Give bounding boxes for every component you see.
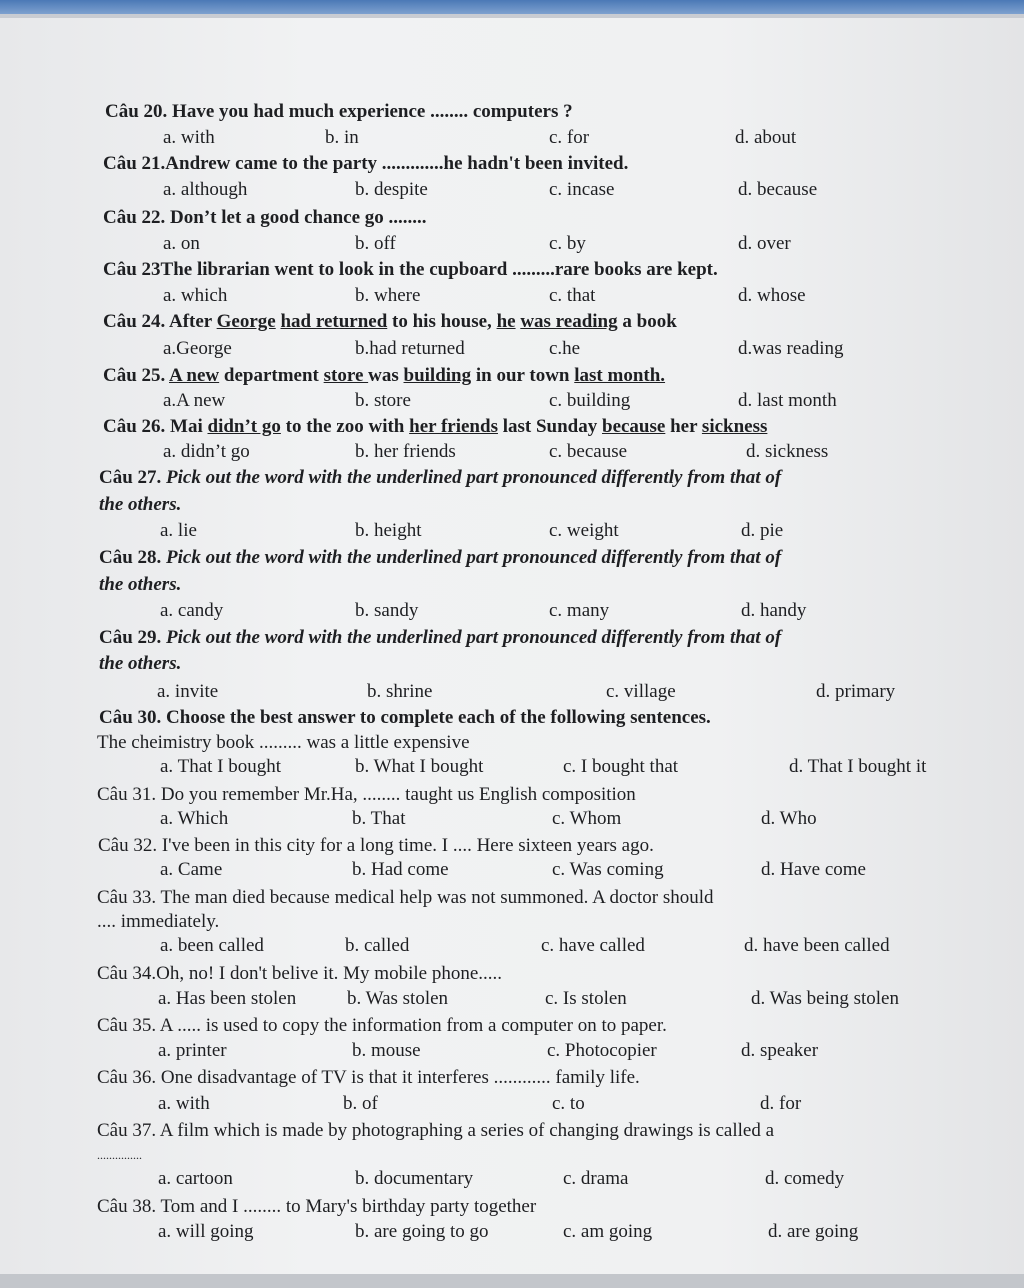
bottom-bar <box>0 1274 1024 1288</box>
question-20: Câu 20. Have you had much experience ........ computers ? <box>105 101 573 122</box>
q29-option-b[interactable]: b. shrine <box>367 681 433 702</box>
q28-option-a[interactable]: a. candy <box>160 600 224 621</box>
q21-option-b[interactable]: b. despite <box>355 179 428 200</box>
q38-option-b[interactable]: b. are going to go <box>355 1221 489 1242</box>
q33-option-a[interactable]: a. been called <box>160 935 264 956</box>
q23-option-c[interactable]: c. that <box>549 285 596 306</box>
question-31: Câu 31. Do you remember Mr.Ha, ........ taught us English composition <box>97 784 636 805</box>
q29-option-a[interactable]: a. invite <box>157 681 219 702</box>
question-32: Câu 32. I've been in this city for a long time. I .... Here sixteen years ago. <box>98 835 654 856</box>
q35-option-b[interactable]: b. mouse <box>352 1040 421 1061</box>
question-22: Câu 22. Don’t let a good chance go ........ <box>103 207 427 228</box>
q31-option-d[interactable]: d. Who <box>761 808 817 829</box>
q32-option-b[interactable]: b. Had come <box>352 859 449 880</box>
top-bar <box>0 0 1024 14</box>
q24-option-d[interactable]: d.was reading <box>738 338 844 359</box>
q31-option-b[interactable]: b. That <box>352 808 406 829</box>
q25-option-b[interactable]: b. store <box>355 390 411 411</box>
question-29-cont: the others. <box>99 653 182 674</box>
question-36: Câu 36. One disadvantage of TV is that it interferes ............ family life. <box>97 1067 640 1088</box>
q20-option-a[interactable]: a. with <box>163 127 215 148</box>
question-30-stem: The cheimistry book ......... was a little expensive <box>97 732 470 753</box>
q30-option-a[interactable]: a. That I bought <box>160 756 282 777</box>
q21-option-d[interactable]: d. because <box>738 179 818 200</box>
question-28-cont: the others. <box>99 574 182 595</box>
q36-option-b[interactable]: b. of <box>343 1093 378 1114</box>
q26-option-a[interactable]: a. didn’t go <box>163 441 250 462</box>
q33-option-c[interactable]: c. have called <box>541 935 645 956</box>
q38-option-d[interactable]: d. are going <box>768 1221 859 1242</box>
q33-option-b[interactable]: b. called <box>345 935 410 956</box>
question-35: Câu 35. A ..... is used to copy the information from a computer on to paper. <box>97 1015 667 1036</box>
q25-option-a[interactable]: a.A new <box>163 390 226 411</box>
q31-option-a[interactable]: a. Which <box>160 808 229 829</box>
question-29: Câu 29. Pick out the word with the underlined part pronounced differently from that of <box>99 627 782 648</box>
question-38: Câu 38. Tom and I ........ to Mary's birthday party together <box>97 1196 537 1217</box>
q28-option-c[interactable]: c. many <box>549 600 610 621</box>
q24-option-a[interactable]: a.George <box>163 338 232 359</box>
q34-option-d[interactable]: d. Was being stolen <box>751 988 899 1009</box>
q20-option-b[interactable]: b. in <box>325 127 359 148</box>
question-33-cont: .... immediately. <box>97 911 220 932</box>
q35-option-c[interactable]: c. Photocopier <box>547 1040 657 1061</box>
q34-option-b[interactable]: b. Was stolen <box>347 988 449 1009</box>
q29-option-d[interactable]: d. primary <box>816 681 896 702</box>
q37-option-b[interactable]: b. documentary <box>355 1168 474 1189</box>
q23-option-a[interactable]: a. which <box>163 285 228 306</box>
instruction-text: Pick out the word with the underlined part pronounced differently from that of <box>166 547 782 568</box>
q21-option-a[interactable]: a. although <box>163 179 248 200</box>
q24-option-b[interactable]: b.had returned <box>355 338 465 359</box>
q30-option-b[interactable]: b. What I bought <box>355 756 484 777</box>
q27-option-b[interactable]: b. height <box>355 520 422 541</box>
question-37-blank: ............... <box>97 1148 142 1162</box>
q26-option-b[interactable]: b. her friends <box>355 441 456 462</box>
q35-option-a[interactable]: a. printer <box>158 1040 227 1061</box>
question-24: Câu 24. After George had returned to his house, he was reading a book <box>103 311 677 332</box>
instruction-text: Pick out the word with the underlined part pronounced differently from that of <box>166 627 782 648</box>
q32-option-d[interactable]: d. Have come <box>761 859 866 880</box>
q24-option-c[interactable]: c.he <box>549 338 581 359</box>
q25-option-d[interactable]: d. last month <box>738 390 837 411</box>
q37-option-a[interactable]: a. cartoon <box>158 1168 233 1189</box>
question-25: Câu 25. A new department store was building in our town last month. <box>103 365 666 386</box>
q27-option-c[interactable]: c. weight <box>549 520 619 541</box>
q22-option-b[interactable]: b. off <box>355 233 396 254</box>
q25-option-c[interactable]: c. building <box>549 390 631 411</box>
question-21: Câu 21.Andrew came to the party .............he hadn't been invited. <box>103 153 629 174</box>
q26-option-d[interactable]: d. sickness <box>746 441 829 462</box>
q26-option-c[interactable]: c. because <box>549 441 628 462</box>
q22-option-a[interactable]: a. on <box>163 233 200 254</box>
q30-option-d[interactable]: d. That I bought it <box>789 756 927 777</box>
q35-option-d[interactable]: d. speaker <box>741 1040 819 1061</box>
question-28: Câu 28. Pick out the word with the underlined part pronounced differently from that of <box>99 547 782 568</box>
q38-option-c[interactable]: c. am going <box>563 1221 653 1242</box>
q28-option-d[interactable]: d. handy <box>741 600 807 621</box>
q36-option-d[interactable]: d. for <box>760 1093 802 1114</box>
q36-option-a[interactable]: a. with <box>158 1093 210 1114</box>
q34-option-c[interactable]: c. Is stolen <box>545 988 627 1009</box>
q27-option-d[interactable]: d. pie <box>741 520 784 541</box>
q34-option-a[interactable]: a. Has been stolen <box>158 988 297 1009</box>
q20-option-d[interactable]: d. about <box>735 127 797 148</box>
question-27-cont: the others. <box>99 494 182 515</box>
q33-option-d[interactable]: d. have been called <box>744 935 890 956</box>
q20-option-c[interactable]: c. for <box>549 127 590 148</box>
instruction-text: Pick out the word with the underlined part pronounced differently from that of <box>166 467 782 488</box>
q23-option-b[interactable]: b. where <box>355 285 421 306</box>
q32-option-a[interactable]: a. Came <box>160 859 223 880</box>
question-27: Câu 27. Pick out the word with the underlined part pronounced differently from that of <box>99 467 782 488</box>
q36-option-c[interactable]: c. to <box>552 1093 585 1114</box>
q22-option-d[interactable]: d. over <box>738 233 791 254</box>
q23-option-d[interactable]: d. whose <box>738 285 806 306</box>
question-23: Câu 23The librarian went to look in the cupboard .........rare books are kept. <box>103 259 718 280</box>
question-33: Câu 33. The man died because medical help was not summoned. A doctor should <box>97 887 714 908</box>
q29-option-c[interactable]: c. village <box>606 681 676 702</box>
q27-option-a[interactable]: a. lie <box>160 520 197 541</box>
q22-option-c[interactable]: c. by <box>549 233 586 254</box>
q28-option-b[interactable]: b. sandy <box>355 600 419 621</box>
q38-option-a[interactable]: a. will going <box>158 1221 254 1242</box>
question-26: Câu 26. Mai didn’t go to the zoo with her friends last Sunday because her sickness <box>103 416 768 437</box>
q31-option-c[interactable]: c. Whom <box>552 808 622 829</box>
q37-option-c[interactable]: c. drama <box>563 1168 629 1189</box>
question-30: Câu 30. Choose the best answer to complete each of the following sentences. <box>99 707 711 728</box>
question-37: Câu 37. A film which is made by photographing a series of changing drawings is called a <box>97 1120 774 1141</box>
q32-option-c[interactable]: c. Was coming <box>552 859 664 880</box>
q37-option-d[interactable]: d. comedy <box>765 1168 845 1189</box>
q30-option-c[interactable]: c. I bought that <box>563 756 679 777</box>
question-34: Câu 34.Oh, no! I don't belive it. My mobile phone..... <box>97 963 503 984</box>
q21-option-c[interactable]: c. incase <box>549 179 615 200</box>
